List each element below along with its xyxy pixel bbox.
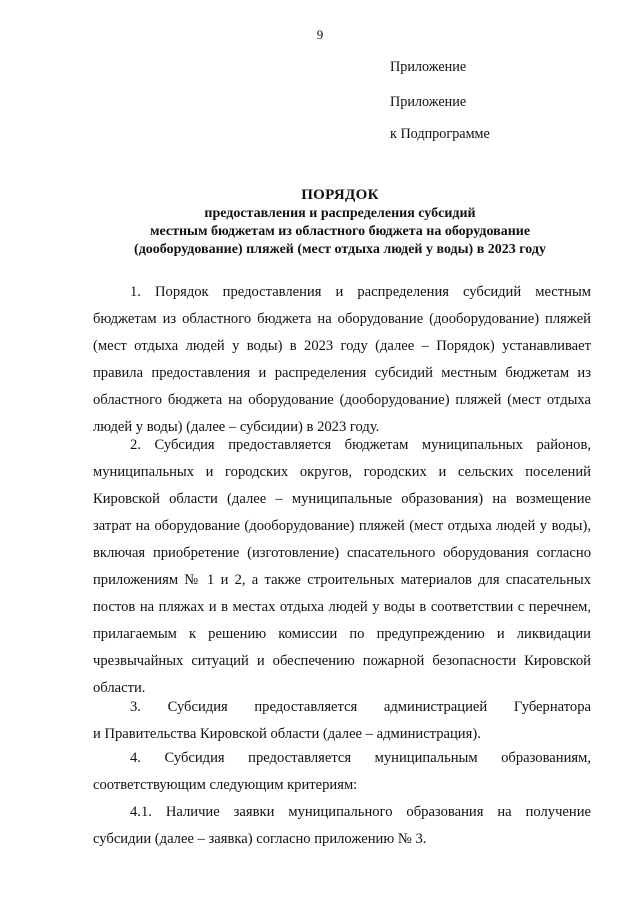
text-line: 4. Субсидия предоставляется муниципальным образованиям,	[130, 750, 591, 766]
text-line: субсидии (далее – заявка) согласно приложению № 3.	[93, 831, 427, 847]
appendix-label-1: Приложение	[390, 59, 467, 75]
text-line: области.	[93, 680, 146, 696]
text-line: включая приобретение (изготовление) спасательного оборудования согласно	[93, 545, 591, 561]
paragraph-3	[93, 694, 591, 748]
paragraph-4-1	[93, 799, 591, 853]
text-line: приложениям № 1 и 2, а также строительных материалов для спасательных	[93, 572, 591, 588]
text-line: правила предоставления и распределения субсидий местным бюджетам из	[93, 365, 591, 381]
text-line: 3. Субсидия предоставляется администрацией Губернатора	[130, 699, 591, 715]
appendix-subprogram-label: к Подпрограмме	[390, 126, 490, 142]
text-line: постов на пляжах и в местах отдыха людей у воды в соответствии с перечнем,	[93, 599, 591, 615]
text-line: затрат на оборудование (дооборудование) пляжей (мест отдыха людей у воды),	[93, 518, 591, 534]
document-title-line-3: (дооборудование) пляжей (мест отдыха людей у воды) в 2023 году	[134, 242, 546, 257]
document-title-line-2: местным бюджетам из областного бюджета на оборудование	[149, 224, 531, 239]
text-line: прилагаемым к решению комиссии по предупреждению и ликвидации	[93, 626, 591, 642]
paragraph-2	[93, 432, 591, 702]
text-line: (мест отдыха людей у воды) в 2023 году (далее – Порядок) устанавливает	[93, 338, 591, 354]
appendix-label-2: Приложение	[390, 94, 467, 110]
text-line: 1. Порядок предоставления и распределения субсидий местным	[130, 284, 591, 300]
text-line: 4.1. Наличие заявки муниципального образования на получение	[130, 804, 591, 820]
text-line: чрезвычайных ситуаций и обеспечению пожарной безопасности Кировской	[93, 653, 591, 669]
paragraph-4	[93, 745, 591, 799]
document-title-line-1: предоставления и распределения субсидий	[204, 206, 476, 221]
document-heading: ПОРЯДОК	[301, 187, 379, 203]
text-line: 2. Субсидия предоставляется бюджетам муниципальных районов,	[130, 437, 591, 453]
paragraph-1	[93, 279, 591, 441]
text-line: бюджетам из областного бюджета на оборудование (дооборудование) пляжей	[93, 311, 591, 327]
page-number: 9	[316, 27, 324, 42]
text-line: людей у воды) (далее – субсидии) в 2023 году.	[93, 419, 380, 435]
text-line: соответствующим следующим критериям:	[93, 777, 358, 793]
text-line: областного бюджета на оборудование (дооборудование) пляжей (мест отдыха	[93, 392, 591, 408]
text-line: и Правительства Кировской области (далее – администрация).	[93, 726, 481, 742]
text-line: Кировской области (далее – муниципальные образования) на возмещение	[93, 491, 591, 507]
text-line: муниципальных и городских округов, городских и сельских поселений	[93, 464, 591, 480]
